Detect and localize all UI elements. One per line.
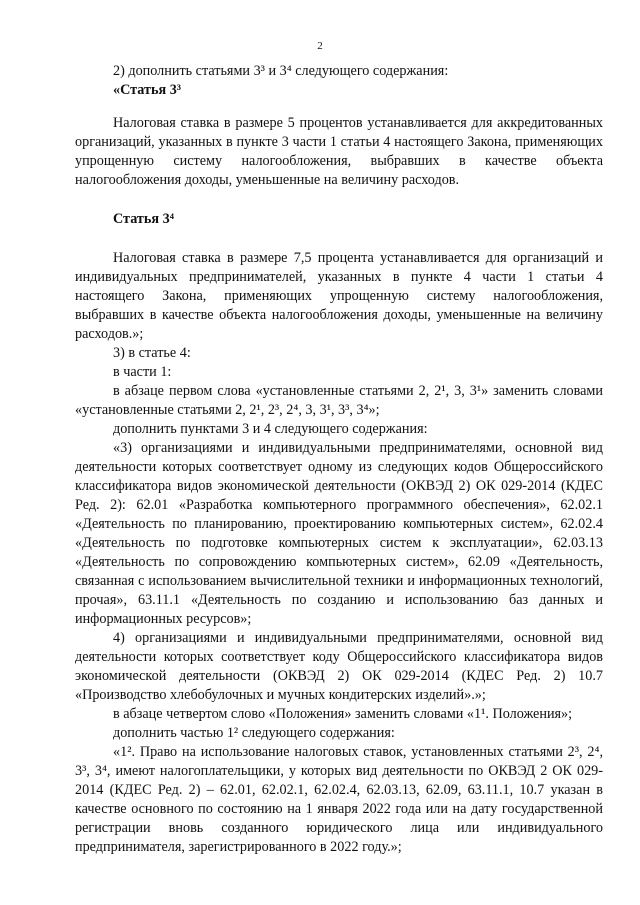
paragraph-add-points: дополнить пунктами 3 и 4 следующего содержания: bbox=[113, 421, 428, 437]
paragraph-part-1-2-text: «1². Право на использование налоговых ставок, установленных статьями 2³, 2⁴, 3³, 3⁴, имеют налогоплательщики, у которых вид деятельности по ОКВЭД 2 ОК 029-2014 (КДЕС Ред. 2) – 62.01, 62.02.1, 62.02.4, 62.03.13, 62.09, 63.11.1, 10.7 указан в качестве основного по состоянию на 1 января 2022 года или на дату государственной регистрации вновь созданного юридического лица или индивидуального предпринимателя, зарегистрированного в 2022 году.»; bbox=[75, 744, 603, 855]
paragraph-point-4: 4) организациями и индивидуальными предпринимателями, основной вид деятельности которых соответствует коду Общероссийского классификатора видов экономической деятельности (ОКВЭД 2) ОК 029-2014 (КДЕС Ред. 2) 10.7 «Производство хлебобулочных и мучных кондитерских изделий».»; bbox=[75, 630, 603, 703]
document-body bbox=[75, 62, 603, 857]
paragraph-article-3-4-text: Налоговая ставка в размере 7,5 процента устанавливается для организаций и индивидуальных предпринимателей, указанных в пункте 4 части 1 статьи 4 настоящего Закона, применяющих упрощенную систему налогообложения, выбравших в качестве объекта налогообложения доходы, уменьшенные на величину расходов.»; bbox=[75, 250, 603, 342]
paragraph-point-3: «3) организациями и индивидуальными предпринимателями, основной вид деятельности которых соответствует одному из следующих кодов Общероссийского классификатора видов экономической деятельности (ОКВЭД 2) ОК 029-2014 (КДЕС Ред. 2): 62.01 «Разработка компьютерного программного обеспечения», 62.02.1 «Деятельность по планированию, проектированию компьютерных систем», 62.02.4 «Деятельность по подготовке компьютерных систем к эксплуатации», 62.03.13 «Деятельность по сопровождению компьютерных систем», 62.09 «Деятельность, связанная с использованием вычислительной техники и информационных технологий, прочая», 63.11.1 «Деятельность по созданию и использованию баз данных и информационных ресурсов»; bbox=[75, 440, 603, 627]
heading-article-3-3: «Статья 3³ bbox=[113, 82, 182, 98]
page-number: 2 bbox=[317, 40, 323, 52]
paragraph-add-part-1-2: дополнить частью 1² следующего содержания: bbox=[113, 725, 395, 741]
paragraph-fourth-abzac: в абзаце четвертом слово «Положения» заменить словами «1¹. Положения»; bbox=[113, 706, 573, 722]
paragraph-part-1: в части 1: bbox=[113, 364, 172, 380]
paragraph-amendment-3: 3) в статье 4: bbox=[113, 345, 191, 361]
paragraph-first-abzac: в абзаце первом слова «установленные статьями 2, 2¹, 3, 3¹» заменить словами «установленные статьями 2, 2¹, 2³, 2⁴, 3, 3¹, 3³, 3⁴»; bbox=[75, 383, 603, 418]
heading-article-3-4: Статья 3⁴ bbox=[113, 211, 174, 227]
paragraph-amendment-2: 2) дополнить статьями 3³ и 3⁴ следующего содержания: bbox=[113, 63, 449, 79]
paragraph-article-3-3-text: Налоговая ставка в размере 5 процентов устанавливается для аккредитованных организаций, указанных в пункте 3 части 1 статьи 4 настоящего Закона, применяющих упрощенную систему налогообложения, выбравших в качестве объекта налогообложения доходы, уменьшенные на величину расходов. bbox=[75, 115, 603, 188]
